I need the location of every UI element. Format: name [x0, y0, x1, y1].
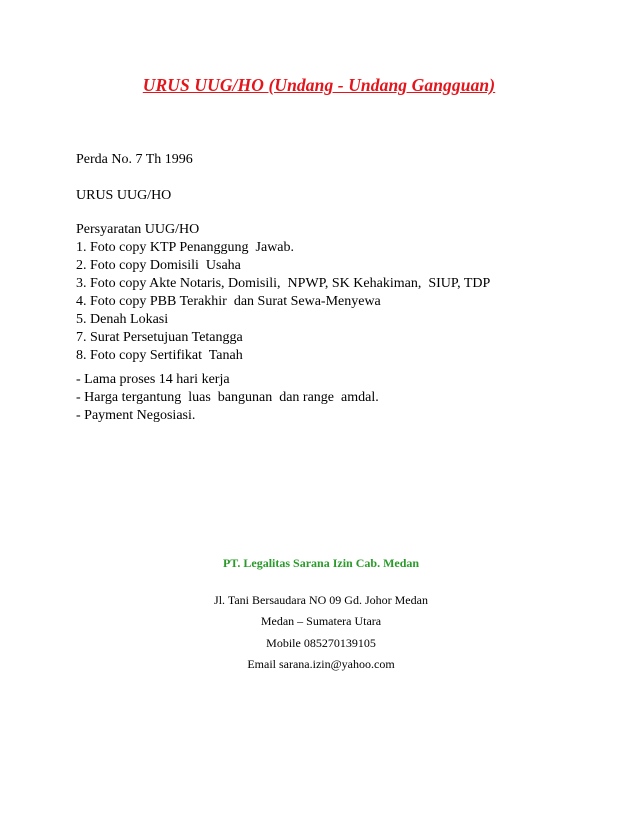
company-name: PT. Legalitas Sarana Izin Cab. Medan — [222, 556, 420, 570]
requirement-item: 2. Foto copy Domisili Usaha — [76, 258, 241, 273]
notes-list — [76, 371, 379, 425]
requirement-item: 7. Surat Persetujuan Tetangga — [76, 330, 243, 345]
note-item: - Payment Negosiasi. — [76, 408, 196, 423]
note-item: - Lama proses 14 hari kerja — [76, 372, 230, 387]
perda-text: Perda No. 7 Th 1996 — [76, 152, 193, 167]
city-text: Medan – Sumatera Utara — [260, 614, 382, 628]
document-title: URUS UUG/HO (Undang - Undang Gangguan) — [142, 75, 496, 95]
urus-text: URUS UUG/HO — [76, 188, 172, 203]
requirement-item: 4. Foto copy PBB Terakhir dan Surat Sewa-Menyewa — [76, 294, 381, 309]
requirement-item: 1. Foto copy KTP Penanggung Jawab. — [76, 240, 295, 255]
requirement-item: 8. Foto copy Sertifikat Tanah — [76, 348, 243, 363]
email-text: Email sarana.izin@yahoo.com — [247, 657, 395, 671]
note-item: - Harga tergantung luas bangunan dan range amdal. — [76, 390, 379, 405]
requirements-heading: Persyaratan UUG/HO — [76, 222, 200, 237]
requirement-item: 5. Denah Lokasi — [76, 312, 169, 327]
mobile-text: Mobile 085270139105 — [266, 636, 376, 650]
requirements-list — [76, 239, 490, 365]
requirement-item: 3. Foto copy Akte Notaris, Domisili, NPWP, SK Kehakiman, SIUP, TDP — [76, 276, 491, 291]
address-text: Jl. Tani Bersaudara NO 09 Gd. Johor Medan — [214, 593, 428, 607]
